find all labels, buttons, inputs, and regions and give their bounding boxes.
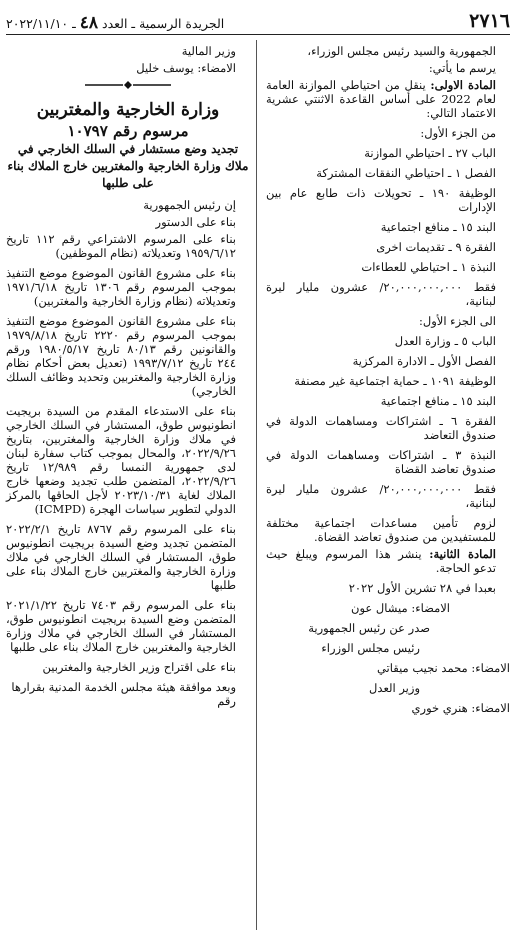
ministry-title: وزارة الخارجية والمغتربين — [36, 100, 220, 120]
column-divider — [256, 40, 257, 930]
article-1 — [266, 78, 510, 120]
budget-line: الوظيفة ١٩٠ ـ تحويلات ذات طابع عام بين الإدارات — [266, 186, 496, 214]
text-line: بناء على الدستور — [155, 215, 236, 229]
purpose-line: لزوم تأمين مساعدات اجتماعية مختلفة للمستفيدين من صندوق تعاضد القضاة. — [266, 516, 496, 544]
page-header — [6, 10, 510, 32]
recital: وبعد موافقة هيئة مجلس الخدمة المدنية بقرارها رقم — [11, 680, 236, 708]
signature-line: الامضاء: محمد نجيب ميقاتي — [376, 661, 510, 675]
recital: بناء على الاستدعاء المقدم من السيدة بريجيت انطونيوس طوق، المستشار في السلك الخارجي في ملاك وزارة الخارجية والمغتربين، بتاريخ ٢٠٢٢/٩/٢٦، والمحال بموجب كتاب سفارة لبنان لدى جمهورية النمسا رقم ١٢/٩٨٩ تاريخ ٢٠٢٢/٩/٢٦، المتضمن طلب تجديد وضعها خارج الملاك لغاية ٢٠٢٣/١٠/٣١ لأجل الحاقها بالمركز الدولي لتطوير سياسات الهجرة (ICMPD) — [6, 404, 237, 516]
text-line: الى الجزء الأول: — [418, 314, 496, 328]
total-line: فقط ٢٠,٠٠٠,٠٠٠,٠٠٠/ عشرون مليار ليرة لبنانية، — [266, 482, 496, 510]
budget-line: البند ١٥ ـ منافع اجتماعية — [380, 394, 496, 408]
date-line: بعبدا في ٢٨ تشرين الأول ٢٠٢٢ — [348, 581, 496, 595]
recital: بناء على المرسوم رقم ٨٧٦٧ تاريخ ٢٠٢٢/٢/١ المتضمن تجديد وضع السيدة بريجيت انطونيوس طوق، المستشار في السلك الخارجي في ملاك وزارة الخارجية والمغتربين خارج الملاك بناء على طلبها — [6, 522, 236, 592]
issue-number: ٤٨ — [79, 13, 99, 33]
budget-line: الفصل ١ ـ احتياطي النفقات المشتركة — [316, 166, 496, 180]
page-number: ٢٧١٦ — [469, 10, 510, 32]
decree-number: مرسوم رقم ١٠٧٩٧ — [67, 122, 189, 140]
recital: بناء على اقتراح وزير الخارجية والمغتربين — [42, 660, 236, 674]
budget-line: الوظيفة ١٠٩١ ـ حماية اجتماعية غير مصنفة — [294, 374, 496, 388]
signature-line: الامضاء: يوسف خليل — [136, 61, 236, 75]
budget-line: الفصل الأول ـ الادارة المركزية — [352, 354, 496, 368]
text-line: إن رئيس الجمهورية — [143, 198, 236, 212]
article-label: المادة الاولى: — [430, 78, 496, 92]
article-text: ينشر هذا المرسوم ويبلغ حيث تدعو الحاجة. — [266, 547, 496, 575]
text-line: يرسم ما يأتي: — [428, 61, 496, 75]
ornament-divider-icon — [83, 80, 173, 90]
budget-line: الفقرة ٩ ـ تقديمات اخرى — [376, 240, 496, 254]
text-line: من الجزء الأول: — [420, 126, 496, 140]
total-line: فقط ٢٠,٠٠٠,٠٠٠,٠٠٠/ عشرون مليار ليرة لبنانية، — [266, 280, 496, 308]
budget-line: النبذة ٣ ـ اشتراكات ومساهمات الدولة في صندوق تعاضد القضاة — [266, 448, 496, 476]
recital: بناء على المرسوم الاشتراعي رقم ١١٢ تاريخ ١٩٥٩/٦/١٢ وتعديلاته (نظام الموظفين) — [6, 232, 236, 260]
right-column — [266, 44, 510, 715]
signature-line: الامضاء: هنري خوري — [411, 701, 510, 715]
article-text: ينقل من احتياطي الموازنة العامة لعام 2022 على أساس القاعدة الاثنتي عشرية الاعتماد التالي: — [266, 78, 496, 120]
header-rule — [6, 34, 510, 35]
signature-line: وزير العدل — [369, 681, 420, 695]
recital: بناء على مشروع القانون الموضوع موضع التنفيذ بموجب المرسوم رقم ١٣٠٦ تاريخ ١٩٧١/٦/١٨ وتعديلاته (نظام وزارة الخارجية والمغتربين) — [6, 266, 236, 308]
budget-line: النبذة ١ ـ احتياطي للعطاءات — [361, 260, 496, 274]
signature-line: رئيس مجلس الوزراء — [321, 641, 420, 655]
section-divider — [6, 79, 250, 93]
budget-line: الفقرة ٦ ـ اشتراكات ومساهمات الدولة في صندوق التعاضد — [266, 414, 496, 442]
budget-line: الباب ٥ ـ وزارة العدل — [394, 334, 496, 348]
article-label: المادة الثانية: — [429, 547, 497, 561]
article-2 — [266, 547, 510, 575]
left-column — [6, 44, 250, 708]
signature-line: صدر عن رئيس الجمهورية — [308, 621, 430, 635]
gazette-title: الجريدة الرسمية ـ العدد — [102, 16, 225, 31]
text-line: الجمهورية والسيد رئيس مجلس الوزراء، — [307, 44, 496, 58]
issue-date: ـ ٢٠٢٢/١١/١٠ — [6, 16, 76, 31]
signature-line: الامضاء: ميشال عون — [351, 601, 450, 615]
decree-subject: تجديد وضع مستشار في السلك الخارجي في ملاك وزارة الخارجية والمغتربين خارج الملاك بناء على طلبها — [7, 142, 249, 190]
budget-line: البند ١٥ ـ منافع اجتماعية — [380, 220, 496, 234]
recital: بناء على المرسوم رقم ٧٤٠٣ تاريخ ٢٠٢١/١/٢٢ المتضمن وضع السيدة بريجيت انطونيوس طوق، المستشار في السلك الخارجي في ملاك وزارة الخارجية والمغتربين خارج الملاك بناء على طلبها — [6, 598, 236, 654]
recital: بناء على مشروع القانون الموضوع موضع التنفيذ بموجب المرسوم رقم ٢٢٢٠ تاريخ ١٩٧٩/٨/١٨ والقانونين رقم ٨٠/١٣ تاريخ ١٩٨٠/٥/١٧ ورقم ٢٤٤ تاريخ ١٩٩٣/٧/١٢ (تعديل بعض أحكام نظام وزارة الخارجية والمغتربين وتحديد وظائف السلك الخارجي) — [6, 314, 237, 398]
running-head — [6, 13, 224, 33]
text-line: وزير المالية — [181, 44, 236, 58]
budget-line: الباب ٢٧ ـ احتياطي الموازنة — [364, 146, 496, 160]
